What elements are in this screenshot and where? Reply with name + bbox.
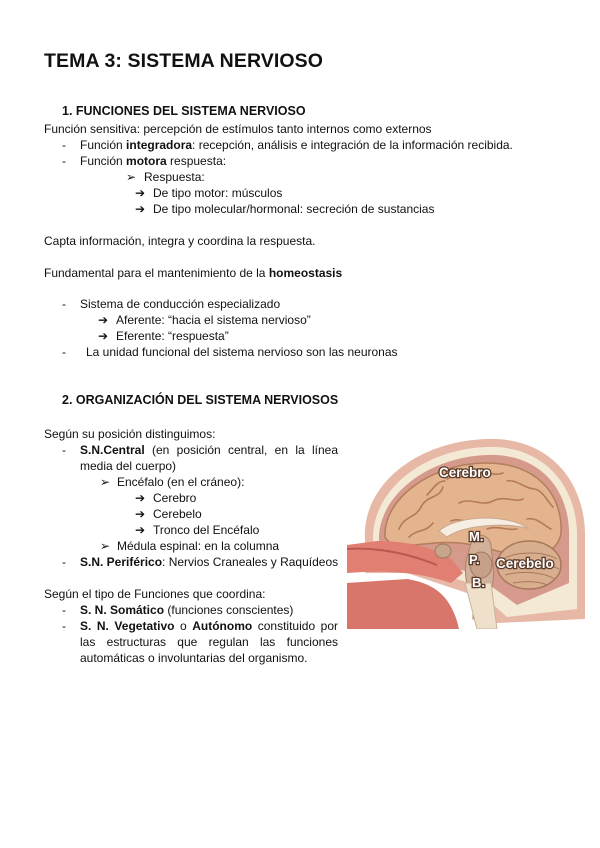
text-funcion-sensitiva: Función sensitiva: percepción de estímulos tanto internos como externos (44, 122, 432, 136)
label-m: M. (469, 529, 484, 544)
section-2-heading: 2. ORGANIZACIÓN DEL SISTEMA NERVIOSOS (62, 393, 339, 407)
text-sn-central: S.N.Central (en posición central, en la línea media del cuerpo) (80, 443, 338, 473)
text-tipo-motor: De tipo motor: músculos (153, 186, 283, 200)
arrowhead-bullet-icon: ➢ (100, 475, 111, 489)
text-sn-periferico: S.N. Periférico: Nervios Craneales y Raquídeos (80, 555, 339, 569)
text-cerebelo: Cerebelo (153, 507, 202, 521)
text-conduccion: Sistema de conducción especializado (80, 297, 281, 311)
arrowhead-bullet-icon: ➢ (100, 539, 111, 553)
brain-sagittal-figure (347, 433, 589, 629)
text-eferente: Eferente: “respuesta” (116, 329, 229, 343)
text-sn-vegetativo: S. N. Vegetativo o Autónomo constituido por las estructuras que regulan las funciones automáticas o involuntarias del organismo. (80, 619, 339, 665)
dash-bullet: - (62, 603, 66, 617)
text-medula: Médula espinal: en la columna (117, 539, 280, 553)
text-capta: Capta información, integra y coordina la respuesta. (44, 234, 316, 248)
text-aferente: Aferente: “hacia el sistema nervioso” (116, 313, 311, 327)
arrow-bullet-icon: ➔ (135, 507, 146, 521)
dash-bullet: - (62, 619, 66, 633)
label-cerebelo: Cerebelo (496, 556, 554, 571)
arrow-bullet-icon: ➔ (135, 523, 146, 537)
dash-bullet: - (62, 443, 66, 457)
dash-bullet: - (62, 138, 66, 152)
text-respuesta: Respuesta: (144, 170, 205, 184)
text-segun-posicion: Según su posición distinguimos: (44, 427, 216, 441)
arrow-bullet-icon: ➔ (135, 491, 146, 505)
label-p: P. (469, 552, 480, 567)
arrow-bullet-icon: ➔ (98, 329, 109, 343)
text-tronco: Tronco del Encéfalo (153, 523, 260, 537)
dash-bullet: - (62, 345, 66, 359)
page-title: TEMA 3: SISTEMA NERVIOSO (44, 50, 324, 72)
text-neuronas: La unidad funcional del sistema nervioso son las neuronas (86, 345, 398, 359)
arrow-bullet-icon: ➔ (98, 313, 109, 327)
section-1-heading: 1. FUNCIONES DEL SISTEMA NERVIOSO (62, 104, 306, 118)
arrow-bullet-icon: ➔ (135, 202, 146, 216)
arrow-bullet-icon: ➔ (135, 186, 146, 200)
dash-bullet: - (62, 297, 66, 311)
text-tipo-molecular: De tipo molecular/hormonal: secreción de sustancias (153, 202, 435, 216)
text-encefalo: Encéfalo (en el cráneo): (117, 475, 245, 489)
text-sn-somatico: S. N. Somático (funciones conscientes) (80, 603, 294, 617)
text-segun-funciones: Según el tipo de Funciones que coordina: (44, 587, 266, 601)
text-cerebro: Cerebro (153, 491, 197, 505)
dash-bullet: - (62, 154, 66, 168)
label-cerebro: Cerebro (439, 465, 491, 480)
text-funcion-integradora: Función integradora: recepción, análisis e integración de la información recibida. (80, 138, 513, 152)
arrowhead-bullet-icon: ➢ (126, 170, 137, 184)
text-homeostasis: Fundamental para el mantenimiento de la homeostasis (44, 266, 343, 280)
label-b: B. (472, 575, 485, 590)
dash-bullet: - (62, 555, 66, 569)
text-funcion-motora: Función motora respuesta: (80, 154, 227, 168)
